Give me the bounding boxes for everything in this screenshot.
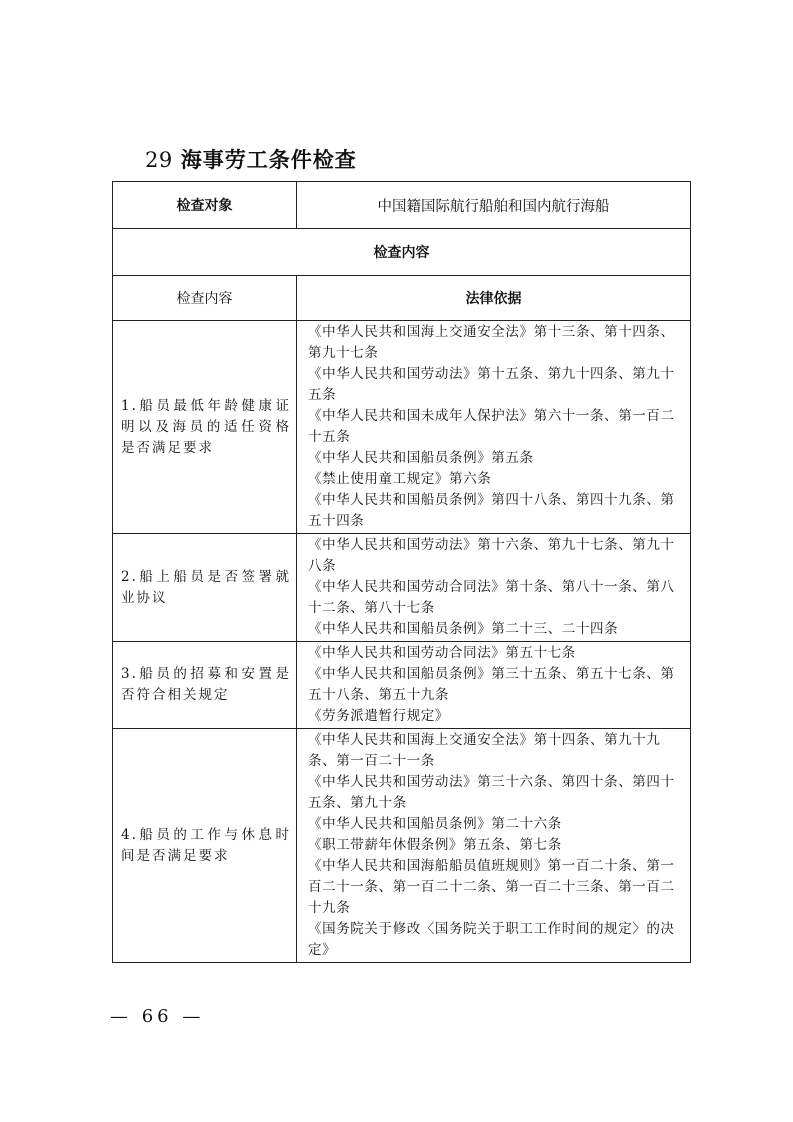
object-label: 检查对象 xyxy=(113,182,297,229)
basis-line: 《职工带薪年休假条例》第五条、第七条 xyxy=(308,837,562,853)
inspection-item: 3.船员的招募和安置是否符合相关规定 xyxy=(113,642,297,729)
legal-basis xyxy=(297,321,691,534)
section-title: 海事劳工条件检查 xyxy=(180,148,357,172)
content-header: 检查内容 xyxy=(113,229,691,276)
basis-line: 《中华人民共和国海船船员值班规则》第一百二十条、第一百二十一条、第一百二十二条、第一百二十三条、第一百二十九条 xyxy=(308,858,675,916)
basis-line: 《中华人民共和国劳动法》第三十六条、第四十条、第四十五条、第九十条 xyxy=(308,774,675,811)
basis-line: 《国务院关于修改〈国务院关于职工工作时间的规定〉的决定》 xyxy=(308,921,675,958)
basis-line: 《中华人民共和国劳动法》第十六条、第九十七条、第九十八条 xyxy=(308,537,675,574)
column-header-basis: 法律依据 xyxy=(297,276,691,321)
basis-line: 《禁止使用童工规定》第六条 xyxy=(308,471,492,487)
basis-line: 《劳务派遣暂行规定》 xyxy=(308,708,449,724)
basis-line: 《中华人民共和国船员条例》第四十八条、第四十九条、第五十四条 xyxy=(308,492,675,529)
basis-line: 《中华人民共和国船员条例》第二十三、二十四条 xyxy=(308,621,619,637)
column-header-row xyxy=(113,276,691,321)
object-value: 中国籍国际航行船舶和国内航行海船 xyxy=(297,182,691,229)
section-number: 29 xyxy=(145,148,173,172)
basis-line: 《中华人民共和国船员条例》第三十五条、第五十七条、第五十八条、第五十九条 xyxy=(308,666,675,703)
inspection-item: 1.船员最低年龄健康证明以及海员的适任资格是否满足要求 xyxy=(113,321,297,534)
table-row xyxy=(113,321,691,534)
basis-line: 《中华人民共和国船员条例》第二十六条 xyxy=(308,816,562,832)
basis-line: 《中华人民共和国船员条例》第五条 xyxy=(308,450,534,466)
basis-line: 《中华人民共和国劳动合同法》第十条、第八十一条、第八十二条、第八十七条 xyxy=(308,579,675,616)
object-row xyxy=(113,182,691,229)
legal-basis xyxy=(297,729,691,963)
basis-line: 《中华人民共和国海上交通安全法》第十四条、第九十九条、第一百二十一条 xyxy=(308,732,661,769)
legal-basis xyxy=(297,642,691,729)
inspection-item: 2.船上船员是否签署就业协议 xyxy=(113,534,297,642)
legal-basis xyxy=(297,534,691,642)
basis-line: 《中华人民共和国劳动法》第十五条、第九十四条、第九十五条 xyxy=(308,366,675,403)
table-row xyxy=(113,729,691,963)
table-row xyxy=(113,642,691,729)
inspection-table xyxy=(112,181,691,963)
basis-line: 《中华人民共和国劳动合同法》第五十七条 xyxy=(308,645,576,661)
page-number: — 66 — xyxy=(110,1006,205,1027)
basis-line: 《中华人民共和国海上交通安全法》第十三条、第十四条、第九十七条 xyxy=(308,324,675,361)
table-row xyxy=(113,534,691,642)
inspection-item: 4.船员的工作与休息时间是否满足要求 xyxy=(113,729,297,963)
content-header-row xyxy=(113,229,691,276)
basis-line: 《中华人民共和国未成年人保护法》第六十一条、第一百二十五条 xyxy=(308,408,675,445)
page-title xyxy=(145,146,357,174)
column-header-content: 检查内容 xyxy=(113,276,297,321)
